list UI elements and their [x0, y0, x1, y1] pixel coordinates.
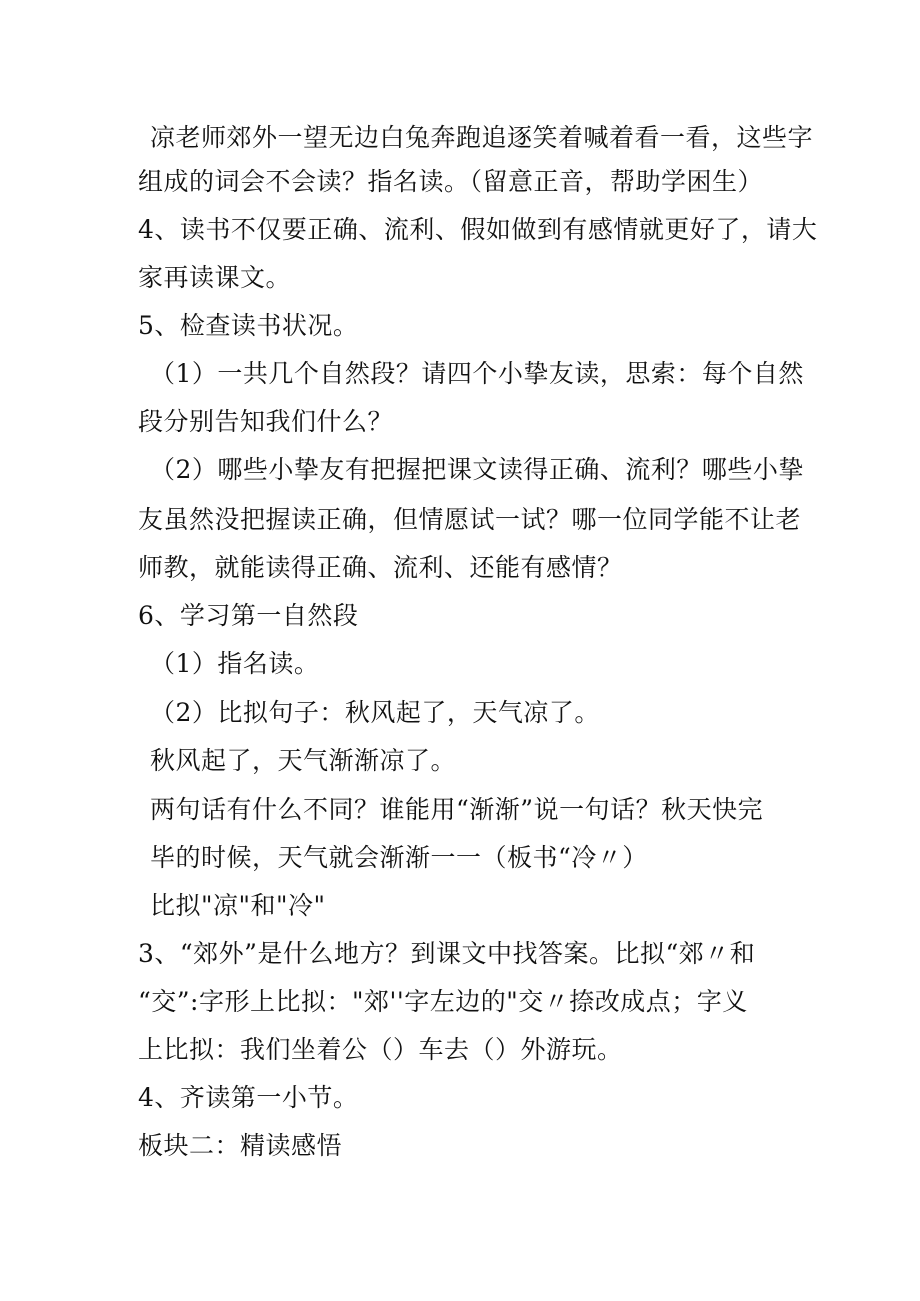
text-line-14: 秋风起了，天气渐渐凉了。	[150, 746, 457, 775]
text-line-15: 两句话有什么不同？谁能用“渐渐”说一句话？秋天快完	[150, 795, 764, 824]
text-line-2: 组成的词会不会读？指名读。（留意正音，帮助学困生）	[138, 167, 764, 196]
text-line-18: 3、“郊外”是什么地方？到课文中找答案。比拟“郊〃和	[138, 939, 756, 968]
text-line-21: 4、齐读第一小节。	[138, 1083, 359, 1112]
text-line-16: 毕的时候，天气就会渐渐一一（板书“冷〃）	[150, 843, 648, 872]
text-line-8: （2）哪些小挚友有把握把课文读得正确、流利？哪些小挚	[150, 455, 804, 484]
text-line-4: 家再读课文。	[138, 263, 292, 292]
text-line-6: （1）一共几个自然段？请四个小挚友读，思索：每个自然	[150, 359, 804, 388]
text-line-3: 4、读书不仅要正确、流利、假如做到有感情就更好了，请大	[138, 215, 818, 244]
text-line-7: 段分别告知我们什么？	[138, 407, 394, 436]
text-line-19: “交”:字形上比拟："郊''字左边的"交〃捺改成点；字义	[138, 987, 748, 1016]
text-line-12: （1）指名读。	[150, 649, 320, 678]
text-line-9: 友虽然没把握读正确，但情愿试一试？哪一位同学能不让老	[138, 505, 802, 534]
text-line-5: 5、检查读书状况。	[138, 311, 359, 340]
text-line-13: （2）比拟句子：秋风起了，天气凉了。	[150, 698, 600, 727]
text-line-1: 凉老师郊外一望无边白兔奔跑追逐笑着喊着看一看，这些字	[150, 123, 814, 152]
text-line-22: 板块二：精读感悟	[138, 1131, 343, 1160]
text-line-17: 比拟"凉"和"冷"	[150, 891, 326, 920]
text-line-10: 师教，就能读得正确、流利、还能有感情？	[138, 553, 623, 582]
text-line-20: 上比拟：我们坐着公（）车去（）外游玩。	[138, 1035, 623, 1064]
text-line-11: 6、学习第一自然段	[138, 601, 359, 630]
